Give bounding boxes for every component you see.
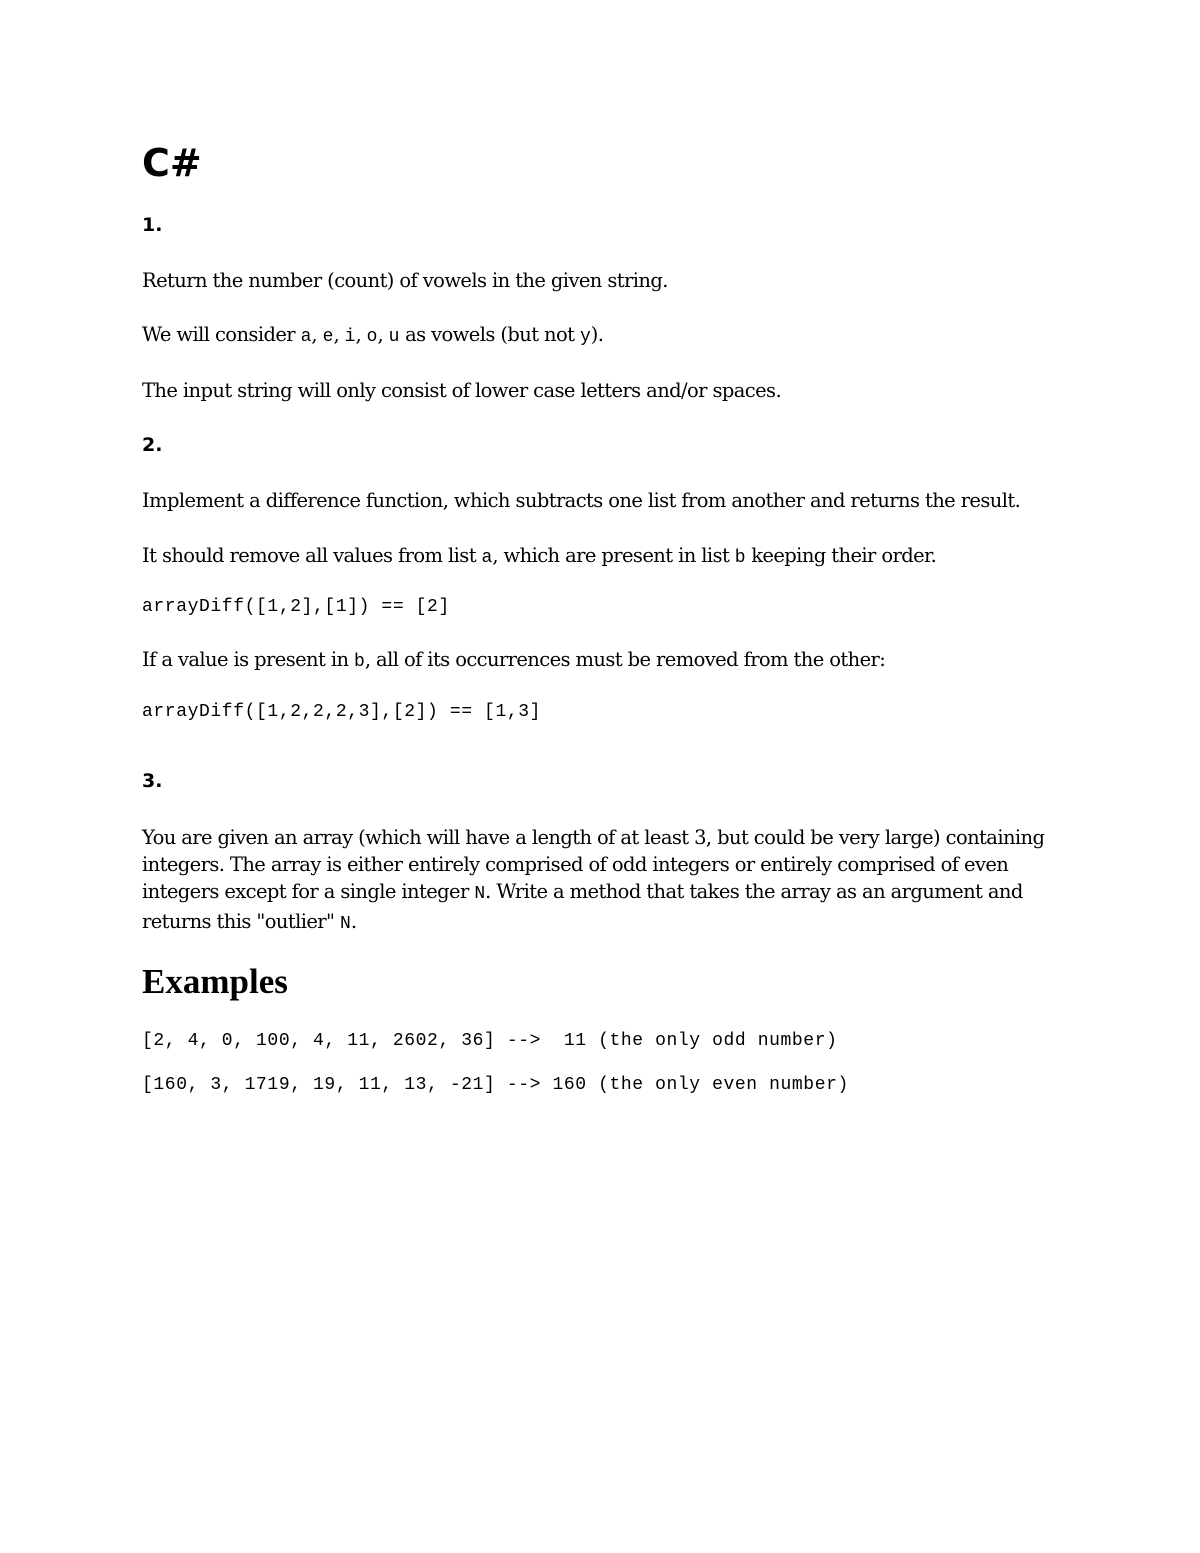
text-segment: , (333, 323, 345, 346)
task-1-paragraph-3: The input string will only consist of lower case letters and/or spaces. (142, 379, 782, 402)
document-title: C# (142, 141, 202, 185)
text-segment: , (355, 323, 367, 346)
text-segment: We will consider (142, 323, 301, 346)
text-segment: . (350, 910, 357, 933)
text-segment: If a value is present in (142, 648, 355, 671)
text-segment: You are given an array (which will have a length of at least 3, but could be very large) containing integers. The array is either entirely comprised of odd integers or entirely comprised of even integers except for a single integer (142, 826, 1045, 903)
inline-code: a (481, 548, 493, 568)
task-1-paragraph-1: Return the number (count) of vowels in the given string. (142, 269, 668, 292)
text-segment: ). (590, 323, 604, 346)
inline-code: y (579, 327, 591, 347)
task-3-code-example-2: [160, 3, 1719, 19, 11, 13, -21] --> 160 (the only even number) (142, 1075, 849, 1095)
inline-code: i (344, 327, 356, 347)
task-1-paragraph-2 (142, 321, 603, 351)
document-page (142, 0, 1082, 1553)
task-3-number: 3. (142, 770, 163, 792)
text-segment: keeping their order. (745, 544, 937, 567)
task-2-paragraph-1: Implement a difference function, which subtracts one list from another and returns the result. (142, 489, 1021, 512)
examples-heading: Examples (142, 962, 288, 1001)
task-2-paragraph-2 (142, 542, 936, 572)
inline-code: b (734, 548, 746, 568)
inline-code: N (474, 884, 486, 904)
text-segment: as vowels (but not (399, 323, 580, 346)
task-2-code-example-1: arrayDiff([1,2],[1]) == [2] (142, 597, 450, 617)
inline-code: N (340, 914, 351, 934)
task-2-number: 2. (142, 434, 163, 456)
inline-code: o (366, 327, 378, 347)
task-3-paragraph-1 (142, 824, 1077, 938)
inline-code: e (322, 327, 334, 347)
text-segment: It should remove all values from list (142, 544, 482, 567)
text-segment: , all of its occurrences must be removed from the other: (364, 648, 886, 671)
text-segment: . Write a method that takes the array as an argument and returns this "outlier" (142, 880, 1023, 933)
inline-code: b (354, 652, 365, 672)
inline-code: u (388, 327, 400, 347)
text-segment: , (311, 323, 323, 346)
task-2-paragraph-3 (142, 646, 885, 676)
task-3-code-example-1: [2, 4, 0, 100, 4, 11, 2602, 36] --> 11 (the only odd number) (142, 1031, 838, 1051)
inline-code: a (300, 327, 312, 347)
text-segment: , (377, 323, 389, 346)
text-segment: , which are present in list (492, 544, 735, 567)
task-1-number: 1. (142, 214, 163, 236)
task-2-code-example-2: arrayDiff([1,2,2,2,3],[2]) == [1,3] (142, 702, 542, 722)
